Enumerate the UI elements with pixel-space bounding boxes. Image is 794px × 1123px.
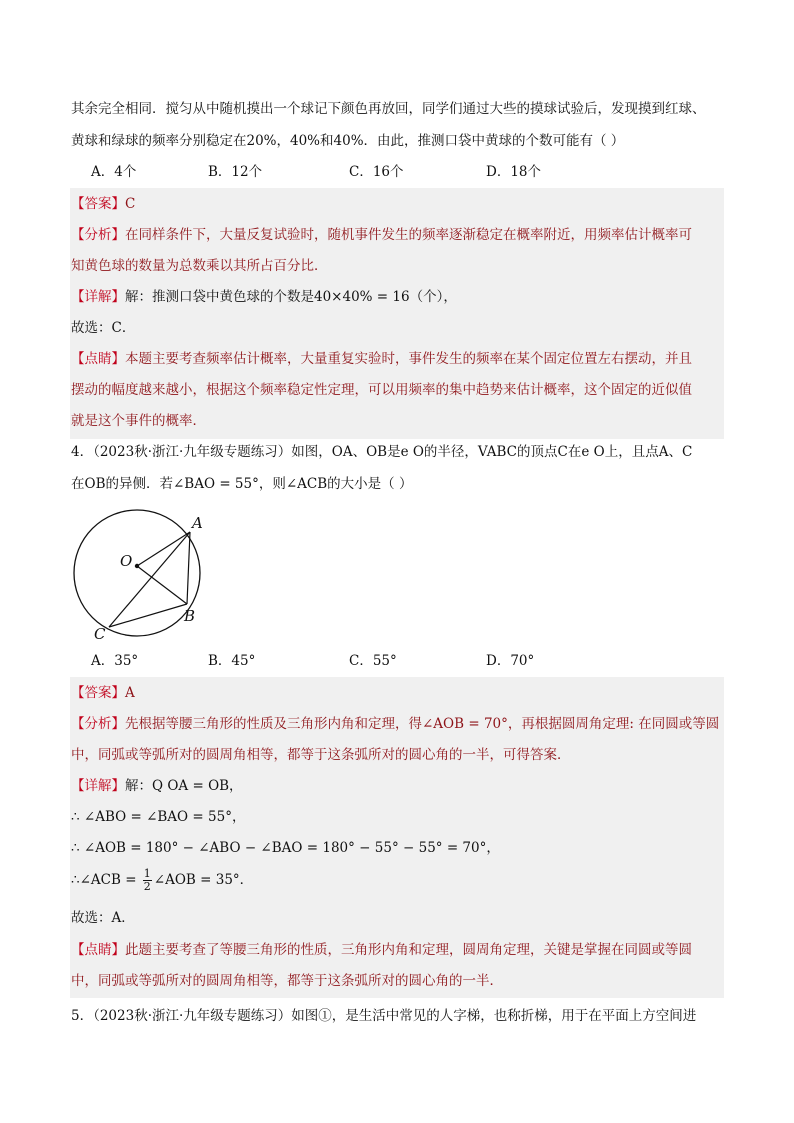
detail-tag: 【详解】 [71,289,125,305]
q3-comment-text-1: 本题主要考查频率估计概率，大量重复实验时，事件发生的频率在某个固定位置左右摆动，并且 [125,351,692,367]
q4-analysis-text-1: 先根据等腰三角形的性质及三角形内角和定理，得∠AOB = 70°，再根据圆周角定理: 在同圆或等圆 [125,716,720,732]
q4-text-line-2: 在OB的异侧．若∠BAO = 55°，则∠ACB的大小是（ ） [71,476,413,492]
q3-answer: C [125,196,136,212]
segment-ac [109,532,190,627]
q4-detail-4-prefix: ∴∠ACB = [71,872,141,888]
q3-option-d: D．18个 [486,164,542,180]
q3-text-line-1: 其余完全相同．搅匀从中随机摸出一个球记下颜色再放回，同学们通过大些的摸球试验后，发现摸到红球、 [71,101,706,117]
segment-oa [137,532,190,566]
q3-answer-line [71,193,135,215]
q3-analysis-text-1: 在同样条件下，大量反复试验时，随机事件发生的频率逐渐稳定在概率附近，用频率估计概率可 [125,227,692,243]
detail-tag: 【详解】 [71,778,125,794]
q4-comment-line-2: 中，同弧或等弧所对的圆周角相等，都等于这条弧所对的圆心角的一半． [71,973,503,989]
label-b: B [184,607,196,625]
q3-option-a: A．4个 [91,164,137,180]
q3-comment-line-3: 就是这个事件的概率． [71,413,206,429]
q3-detail-line-2: 故选：C． [71,320,136,336]
label-o: O [120,552,133,570]
q3-option-b: B．12个 [208,164,263,180]
label-a: A [192,514,203,532]
q4-detail-line-4 [71,868,253,893]
q4-detail-4-suffix: ∠AOB = 35°． [153,872,254,888]
q4-detail-text-1: 解：Q OA = OB， [125,778,243,794]
q3-text-line-2: 黄球和绿球的频率分别稳定在20%，40%和40%．由此，推测口袋中黄球的个数可能有（ ） [71,133,625,149]
q3-analysis-line-2: 知黄色球的数量为总数乘以其所占百分比． [71,258,328,274]
q4-detail-line-3: ∴ ∠AOB = 180° − ∠ABO − ∠BAO = 180° − 55° − 55° = 70°， [71,840,500,856]
fraction-one-half [143,868,152,893]
q3-analysis-line-1 [71,224,692,246]
q4-analysis-line-2: 中，同弧或等弧所对的圆周角相等，都等于这条弧所对的圆心角的一半，可得答案． [71,747,571,763]
q4-option-a: A．35° [91,653,139,669]
q4-detail-line-2: ∴ ∠ABO = ∠BAO = 55°， [71,809,246,825]
segment-ab [187,532,190,604]
q4-option-d: D．70° [486,653,535,669]
answer-tag: 【答案】 [71,685,125,701]
q4-option-b: B．45° [208,653,256,669]
q4-answer-line [71,682,135,704]
label-c: C [94,625,106,643]
q4-answer: A [125,685,135,701]
comment-tag: 【点睛】 [71,351,125,367]
circle-o [74,510,200,636]
q4-comment-text-1: 此题主要考查了等腰三角形的性质，三角形内角和定理，圆周角定理，关键是掌握在同圆或等圆 [125,942,692,958]
q3-detail-line-1 [71,286,457,308]
answer-tag: 【答案】 [71,196,125,212]
q3-comment-line-1 [71,348,692,370]
q5-text-line-1: 5．（2023秋·浙江·九年级专题练习）如图①，是生活中常见的人字梯，也称折梯，用于在平面上方空间进 [71,1008,697,1024]
q4-detail-line-5: 故选：A． [71,910,135,926]
q4-circle-figure [66,505,216,645]
q4-solution-block [70,677,724,998]
comment-tag: 【点睛】 [71,942,125,958]
q4-text-line-1: 4．（2023秋·浙江·九年级专题练习）如图，OA、OB是e O的半径，VABC的顶点C在e O上，且点A、C [71,444,693,460]
q3-option-c: C．16个 [349,164,404,180]
q3-detail-text-1: 解：推测口袋中黄色球的个数是40×40% = 16（个）， [125,289,457,305]
q4-analysis-line-1 [71,713,719,735]
analysis-tag: 【分析】 [71,227,125,243]
q4-option-c: C．55° [349,653,397,669]
fraction-denominator: 2 [143,880,151,893]
analysis-tag: 【分析】 [71,716,125,732]
q4-comment-line-1 [71,939,692,961]
center-point [135,564,139,568]
q4-detail-line-1 [71,775,243,797]
q3-solution-block [70,188,724,439]
q3-comment-line-2: 摆动的幅度越来越小，根据这个频率稳定性定理，可以用频率的集中趋势来估计概率，这个固定的近似值 [71,382,692,398]
fraction-numerator: 1 [143,867,151,880]
